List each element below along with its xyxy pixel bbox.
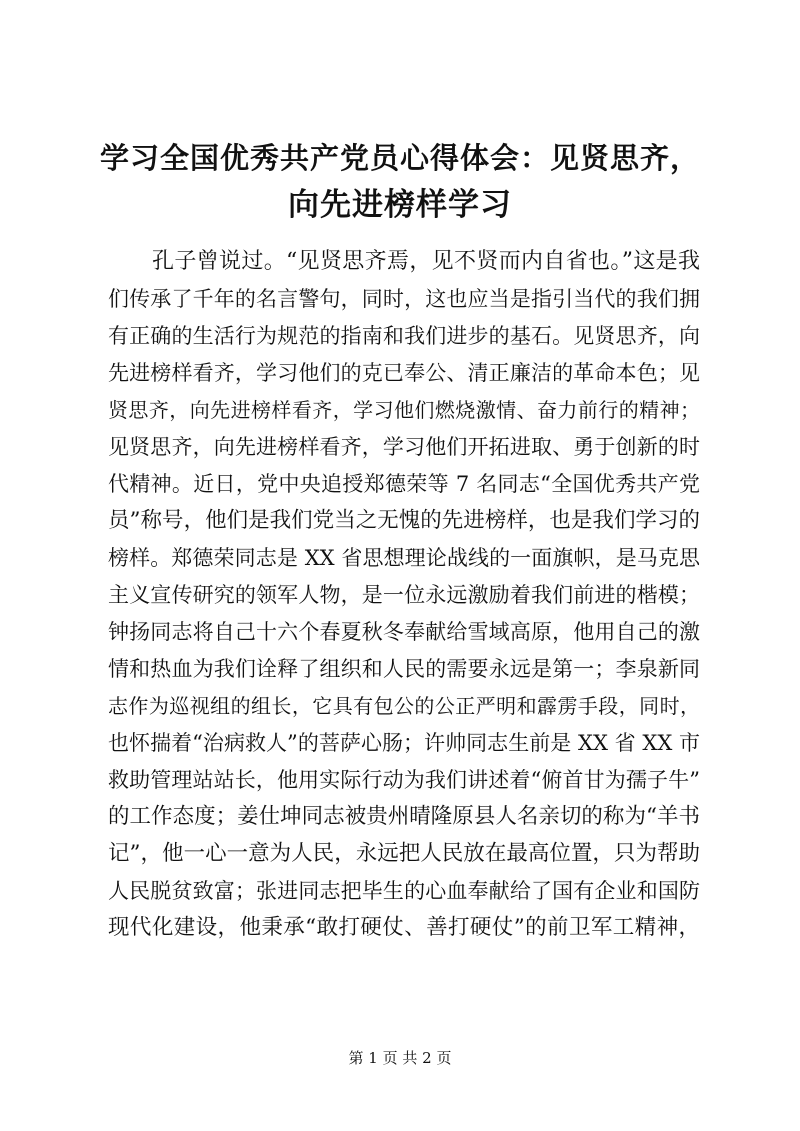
- body-line: 孔子曾说过。“见贤思齐焉，见不贤而内自省也。”这是我: [152, 249, 700, 274]
- body-line: 见贤思齐，向先进榜样看齐，学习他们开拓进取、勇于创新的时: [108, 435, 700, 459]
- body-line: 也怀揣着“治病救人”的菩萨心肠；许帅同志生前是 XX 省 XX 市: [108, 731, 700, 755]
- body-line: 人民脱贫致富；张进同志把毕生的心血奉献给了国有企业和国防: [108, 879, 700, 903]
- page-footer: 第 1 页 共 2 页: [348, 1049, 452, 1067]
- body-line: 救助管理站站长，他用实际行动为我们讲述着“俯首甘为孺子牛”: [108, 768, 700, 792]
- body-line: 现代化建设，他秉承“敢打硬仗、善打硬仗”的前卫军工精神，: [108, 915, 700, 940]
- body-line: 先进榜样看齐，学习他们的克已奉公、清正廉洁的革命本色；见: [108, 361, 700, 385]
- body-line: 代精神。近日，党中央追授郑德荣等 7 名同志“全国优秀共产党: [108, 472, 700, 496]
- body-line: 的工作态度；姜仕坤同志被贵州晴隆原县人名亲切的称为“羊书: [108, 804, 700, 829]
- body-line: 志作为巡视组的组长，它具有包公的公正严明和霹雳手段，同时，: [108, 694, 700, 718]
- body-line: 钟扬同志将自己十六个春夏秋冬奉献给雪域高原，他用自己的激: [108, 620, 700, 644]
- body-line: 记”，他一心一意为人民，永远把人民放在最高位置，只为帮助: [108, 841, 700, 866]
- body-line: 榜样。郑德荣同志是 XX 省思想理论战线的一面旗帜，是马克思: [108, 546, 700, 570]
- body-line: 主义宣传研究的领军人物，是一位永远激励着我们前进的楷模；: [108, 583, 700, 607]
- document-title-line-2: 向先进榜样学习: [288, 187, 512, 223]
- body-line: 们传承了千年的名言警句，同时，这也应当是指引当代的我们拥: [108, 287, 700, 311]
- body-line: 员”称号，他们是我们党当之无愧的先进榜样，也是我们学习的: [108, 508, 700, 533]
- body-line: 有正确的生活行为规范的指南和我们进步的基石。见贤思齐，向: [108, 324, 700, 348]
- body-line: 情和热血为我们诠释了组织和人民的需要永远是第一；李泉新同: [108, 657, 700, 681]
- document-title-line-1: 学习全国优秀共产党员心得体会：见贤思齐，: [100, 141, 701, 175]
- body-line: 贤思齐，向先进榜样看齐，学习他们燃烧激情、奋力前行的精神；: [108, 398, 700, 422]
